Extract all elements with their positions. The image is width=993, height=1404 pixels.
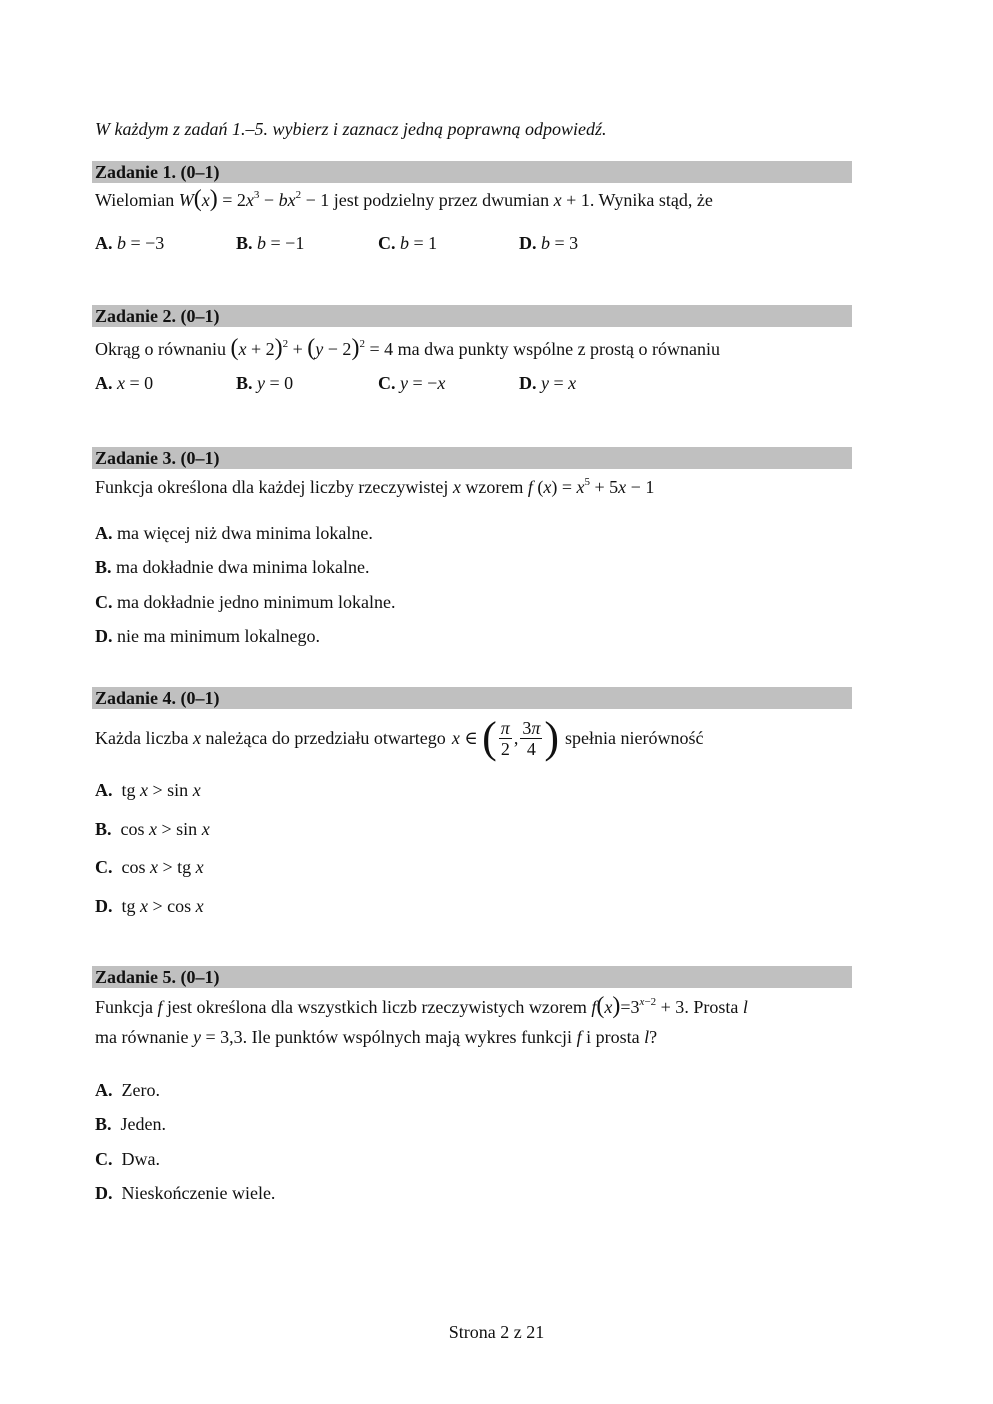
task-5-option-d[interactable]: D. Nieskończenie wiele. [95,1183,276,1203]
task-1-question: Wielomian $W(x) = 2x^3 - bx^2 - 1$ jest podzielny przez dwumian x + 1. Wynika stąd, że [95,186,713,212]
task-5-option-a[interactable]: A. Zero. [95,1080,160,1100]
binomial-formula: x + 1 [553,190,590,210]
circle-equation: $(x + 2)^2 + (y - 2)^2 = 4$ [230,335,394,361]
task-1-option-c[interactable]: C. b = 1 [378,233,438,253]
task-3-option-b[interactable]: B. ma dokładnie dwa minima lokalne. [95,557,370,577]
task-1-option-d[interactable]: D. b = 3 [519,233,579,253]
task-3-option-c[interactable]: C. ma dokładnie jedno minimum lokalne. [95,592,396,612]
task-4-header: Zadanie 4. (0–1) [92,687,852,709]
task-2-option-a[interactable]: A. x = 0 [95,373,154,393]
task-5-option-c[interactable]: C. Dwa. [95,1149,160,1169]
task-4-option-b[interactable]: B. cos x > sin x [95,819,210,839]
task-4-option-d[interactable]: D. tg x > cos x [95,896,204,916]
task-3-question: Funkcja określona dla każdej liczby rzeczywistej x wzorem f $(x) = x^5 + 5x - 1$ [95,476,655,497]
exponential-formula: $f(x)=3^{x-2} + 3$ [591,993,685,1019]
task-4-option-a[interactable]: A. tg x > sin x [95,780,201,800]
task-5-question-line-1: Funkcja f jest określona dla wszystkich liczb rzeczywistych wzorem $f(x)=3^{x-2} + 3$. Prosta l [95,993,748,1019]
page-footer: Strona 2 z 21 [448,1322,545,1342]
polynomial-formula: $W(x) = 2x^3 - bx^2 - 1$ [178,186,330,212]
task-3-header: Zadanie 3. (0–1) [92,447,852,469]
task-3-option-a[interactable]: A. ma więcej niż dwa minima lokalne. [95,523,373,543]
task-2-option-d[interactable]: D. y = x [519,373,577,393]
task-1-option-b[interactable]: B. b = −1 [236,233,305,253]
task-1-option-a[interactable]: A. b = −3 [95,233,165,253]
task-2-option-c[interactable]: C. y = −x [378,373,446,393]
instruction: W każdym z zadań 1.–5. wybierz i zaznacz jedną poprawną odpowiedź. [95,119,607,139]
task-5-header: Zadanie 5. (0–1) [92,966,852,988]
task-2-question: Okrąg o równaniu $(x + 2)^2 + (y - 2)^2 = 4$ ma dwa punkty wspólne z prostą o równaniu [95,335,721,361]
task-5-question-line-2: ma równanie y = 3,3. Ile punktów wspólnych mają wykres funkcji f i prosta l? [95,1027,658,1047]
interval-expression: x ∈ ( $\frac{\pi}{2}$ , $\frac{3\pi}{4}$ ) [451,713,560,762]
task-4-question: Każda liczba x należąca do przedziału otwartego x ∈ ( $\frac{\pi}{2}$ , $\frac{3\pi}{4}$ ) spełnia nierówność [95,713,704,762]
task-2-option-b[interactable]: B. y = 0 [236,373,294,393]
task-3-option-d[interactable]: D. nie ma minimum lokalnego. [95,626,320,646]
function-formula: f $(x) = x^5 + 5x - 1$ [527,476,655,497]
task-2-header: Zadanie 2. (0–1) [92,305,852,327]
task-5-option-b[interactable]: B. Jeden. [95,1114,166,1134]
task-4-option-c[interactable]: C. cos x > tg x [95,857,204,877]
task-1-header: Zadanie 1. (0–1) [92,161,852,183]
